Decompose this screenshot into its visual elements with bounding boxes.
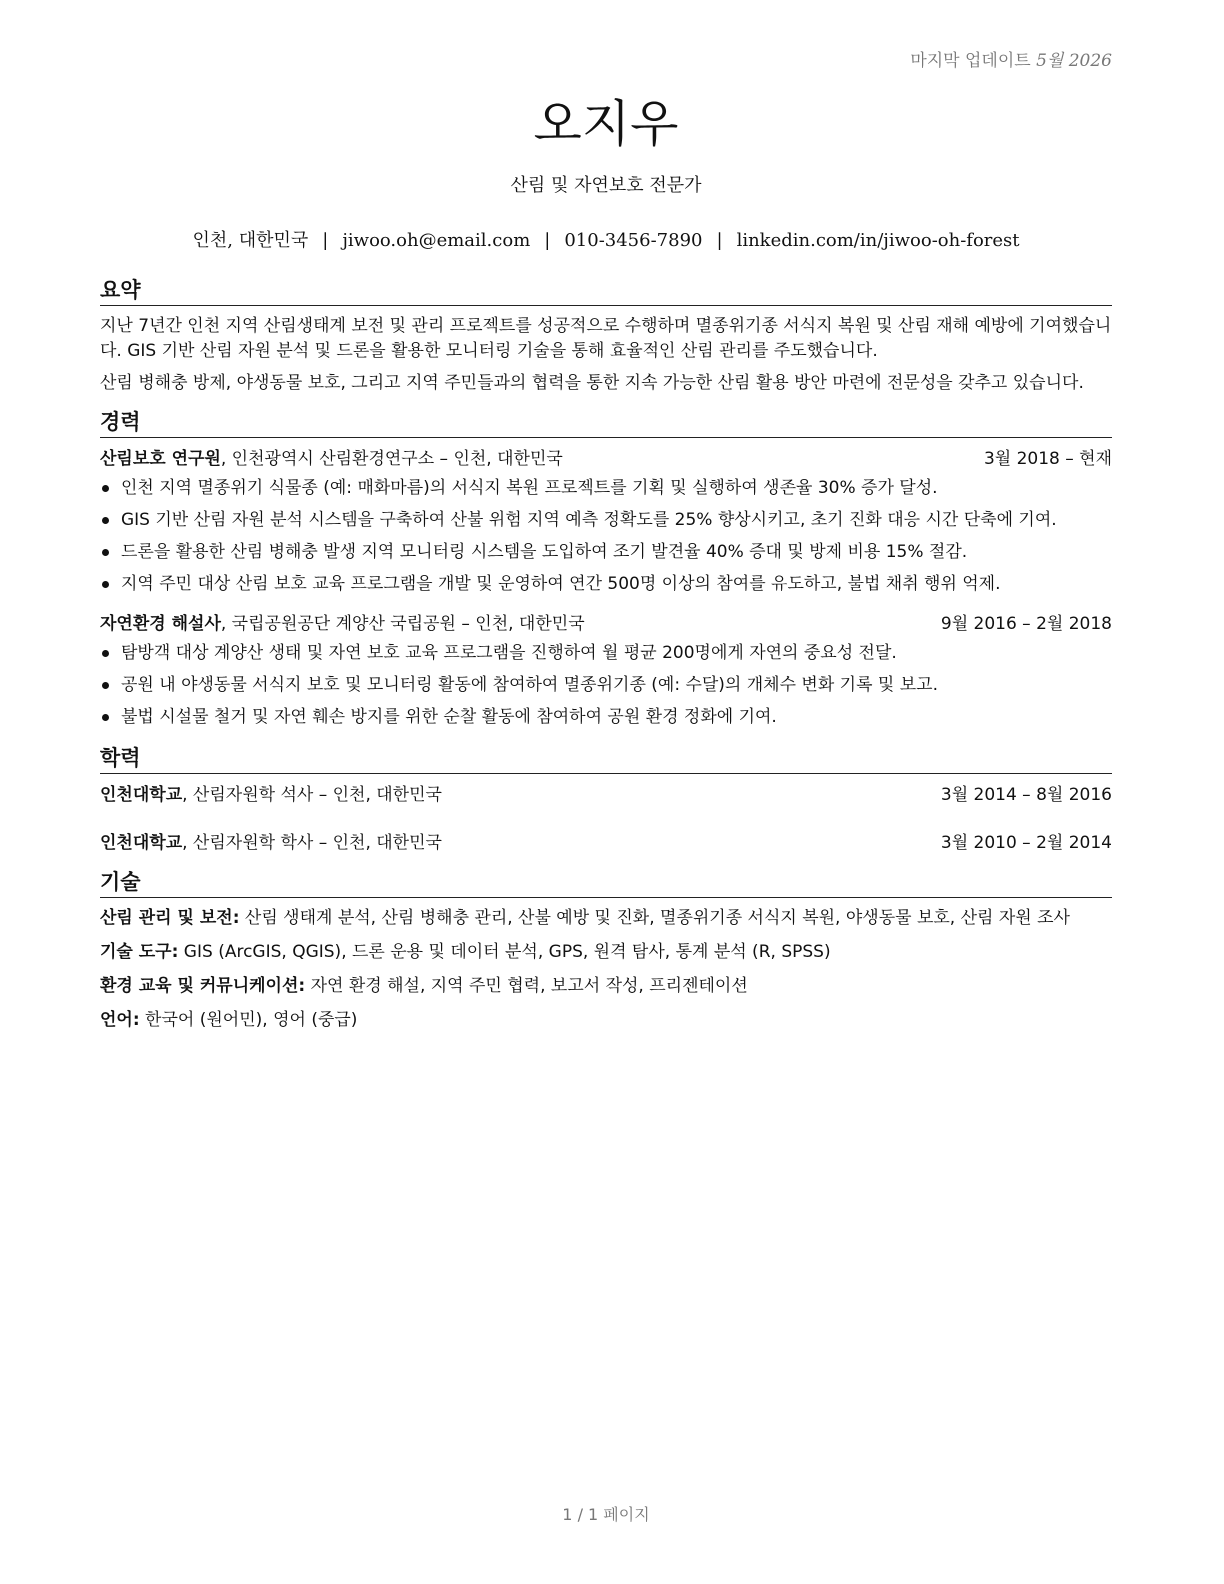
contact-email[interactable]: jiwoo.oh@email.com: [342, 230, 531, 251]
education-detail: , 산림자원학 학사 – 인천, 대한민국: [182, 833, 442, 853]
skill-value: 자연 환경 해설, 지역 주민 협력, 보고서 작성, 프리젠테이션: [305, 976, 748, 996]
skill-line: [100, 940, 1112, 965]
job-bullet: 탐방객 대상 계양산 생태 및 자연 보호 교육 프로그램을 진행하여 월 평균 200명에게 자연의 중요성 전달.: [100, 641, 1112, 666]
job-bullets: [100, 641, 1112, 730]
candidate-name: 오지우: [533, 95, 679, 153]
skill-line: [100, 906, 1112, 931]
job-bullet: 불법 시설물 철거 및 자연 훼손 방지를 위한 순찰 활동에 참여하여 공원 환경 정화에 기여.: [100, 705, 1112, 730]
job-header: [100, 446, 1112, 472]
education-detail: , 산림자원학 석사 – 인천, 대한민국: [182, 785, 442, 805]
job-bullets: [100, 476, 1112, 597]
section-title-skills: 기술: [100, 868, 1112, 898]
job-bullet: GIS 기반 산림 자원 분석 시스템을 구축하여 산불 위험 지역 예측 정확도를 25% 향상시키고, 초기 진화 대응 시간 단축에 기여.: [100, 508, 1112, 533]
candidate-headline: 산림 및 자연보호 전문가: [510, 175, 702, 196]
job-role: 자연환경 해설사: [100, 614, 221, 634]
page-number: 1 / 1 페이지: [562, 1505, 650, 1524]
skills-section: [100, 868, 1112, 1033]
skill-line: [100, 1008, 1112, 1033]
education-entry: [100, 830, 1112, 856]
skill-label: 언어:: [100, 1010, 140, 1030]
education-section: [100, 744, 1112, 856]
summary-paragraph: 산림 병해충 방제, 야생동물 보호, 그리고 지역 주민들과의 협력을 통한 지속 가능한 산림 활용 방안 마련에 전문성을 갖추고 있습니다.: [100, 373, 1084, 393]
experience-section: [100, 408, 1112, 730]
job-org: , 국립공원공단 계양산 국립공원 – 인천, 대한민국: [220, 614, 585, 634]
summary-section: [100, 276, 1112, 396]
job-bullet: 지역 주민 대상 산림 보호 교육 프로그램을 개발 및 운영하여 연간 500명 이상의 참여를 유도하고, 불법 채취 행위 억제.: [100, 572, 1112, 597]
contact-phone: 010-3456-7890: [564, 230, 703, 251]
contact-line: [100, 226, 1112, 252]
contact-linkedin[interactable]: linkedin.com/in/jiwoo-oh-forest: [736, 230, 1020, 251]
last-updated-date: 5월 2026: [1036, 51, 1112, 71]
job-bullet: 드론을 활용한 산림 병해충 발생 지역 모니터링 시스템을 도입하여 조기 발견율 40% 증대 및 방제 비용 15% 절감.: [100, 540, 1112, 565]
summary-paragraph: 지난 7년간 인천 지역 산림생태계 보전 및 관리 프로젝트를 성공적으로 수행하며 멸종위기종 서식지 복원 및 산림 재해 예방에 기여했습니다. GIS 기반 산림 자원 분석 및 드론을 활용한 모니터링 기술을 통해 효율적인 산림 관리를 주도했습니다.: [100, 316, 1112, 361]
skill-label: 환경 교육 및 커뮤니케이션:: [100, 976, 306, 996]
section-title-education: 학력: [100, 744, 1112, 774]
section-title-experience: 경력: [100, 408, 1112, 438]
job-bullet: 인천 지역 멸종위기 식물종 (예: 매화마름)의 서식지 복원 프로젝트를 기획 및 실행하여 생존율 30% 증가 달성.: [100, 476, 1112, 501]
education-school: 인천대학교: [100, 833, 183, 853]
contact-separator: |: [716, 230, 723, 251]
last-updated: [910, 46, 1112, 71]
education-dates: 3월 2010 – 2월 2014: [940, 833, 1112, 853]
skill-value: GIS (ArcGIS, QGIS), 드론 운용 및 데이터 분석, GPS, 원격 탐사, 통계 분석 (R, SPSS): [178, 942, 831, 962]
job-entry: [100, 611, 1112, 730]
education-school: 인천대학교: [100, 785, 183, 805]
contact-separator: |: [322, 230, 329, 251]
education-dates: 3월 2014 – 8월 2016: [940, 785, 1112, 805]
job-dates: 9월 2016 – 2월 2018: [940, 614, 1112, 634]
job-header: [100, 611, 1112, 637]
education-entry: [100, 782, 1112, 808]
skill-label: 기술 도구:: [100, 942, 179, 962]
skill-value: 산림 생태계 분석, 산림 병해충 관리, 산불 예방 및 진화, 멸종위기종 서식지 복원, 야생동물 보호, 산림 자원 조사: [239, 908, 1070, 928]
last-updated-label: 마지막 업데이트: [910, 51, 1031, 71]
section-title-summary: 요약: [100, 276, 1112, 306]
resume-content: [100, 276, 1112, 1042]
skill-value: 한국어 (원어민), 영어 (중급): [139, 1010, 358, 1030]
skill-line: [100, 974, 1112, 999]
job-bullet: 공원 내 야생동물 서식지 보호 및 모니터링 활동에 참여하여 멸종위기종 (예: 수달)의 개체수 변화 기록 및 보고.: [100, 673, 1112, 698]
job-entry: [100, 446, 1112, 597]
skill-label: 산림 관리 및 보전:: [100, 908, 240, 928]
resume-page: [100, 0, 1112, 1584]
job-org: , 인천광역시 산림환경연구소 – 인천, 대한민국: [220, 449, 563, 469]
contact-separator: |: [544, 230, 551, 251]
contact-location: 인천, 대한민국: [192, 230, 309, 251]
job-role: 산림보호 연구원: [100, 449, 221, 469]
job-dates: 3월 2018 – 현재: [983, 449, 1112, 469]
